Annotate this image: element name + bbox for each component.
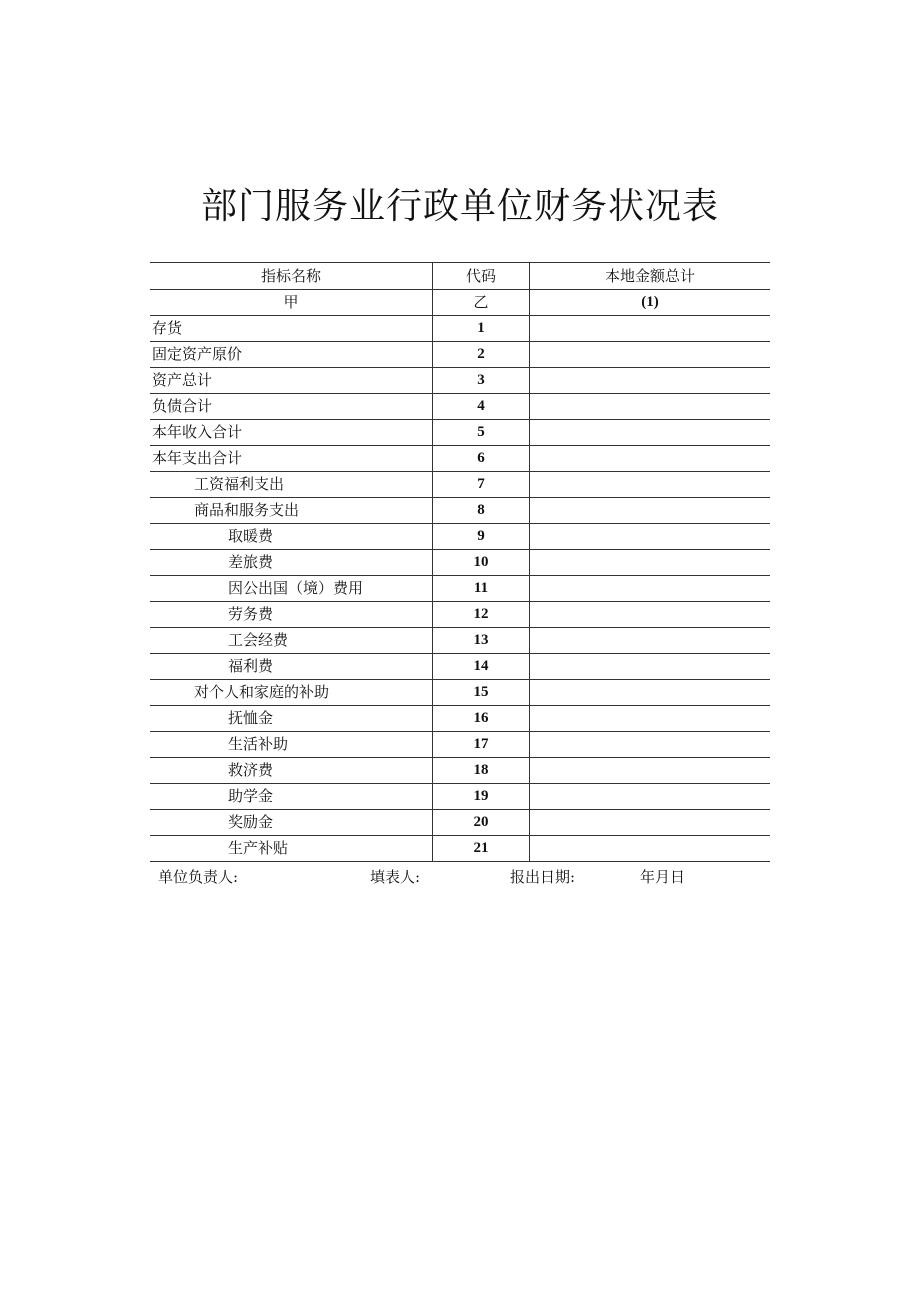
date-suffix: 年月日 [640,868,686,886]
indicator-code: 12 [433,602,530,628]
table-header-row [150,263,770,290]
indicator-code: 5 [433,420,530,446]
amount-cell[interactable] [530,472,771,498]
indicator-code: 6 [433,446,530,472]
table-row [150,576,770,602]
indicator-name: 助学金 [150,784,433,810]
indicator-name: 对个人和家庭的补助 [150,680,433,706]
table-row [150,368,770,394]
indicator-code: 19 [433,784,530,810]
table-row [150,316,770,342]
indicator-name: 救济费 [150,758,433,784]
table-row [150,446,770,472]
table-row [150,550,770,576]
indicator-name: 负债合计 [150,394,433,420]
table-row [150,628,770,654]
indicator-code: 2 [433,342,530,368]
indicator-name: 本年支出合计 [150,446,433,472]
amount-cell[interactable] [530,784,771,810]
subheader-col-1: (1) [530,290,771,316]
amount-cell[interactable] [530,316,771,342]
indicator-code: 13 [433,628,530,654]
indicator-name: 工资福利支出 [150,472,433,498]
indicator-name: 商品和服务支出 [150,498,433,524]
indicator-code: 14 [433,654,530,680]
header-amount-total: 本地金额总计 [530,263,771,290]
indicator-code: 18 [433,758,530,784]
subheader-yi: 乙 [433,290,530,316]
unit-head-label: 单位负责人: [158,868,239,886]
indicator-code: 9 [433,524,530,550]
preparer-label: 填表人: [370,868,421,886]
table-row [150,758,770,784]
table-row [150,524,770,550]
table-row [150,498,770,524]
indicator-name: 福利费 [150,654,433,680]
amount-cell[interactable] [530,498,771,524]
table-row [150,836,770,862]
table-row [150,810,770,836]
table-row [150,420,770,446]
amount-cell[interactable] [530,680,771,706]
subheader-jia: 甲 [150,290,433,316]
amount-cell[interactable] [530,576,771,602]
indicator-code: 4 [433,394,530,420]
signature-footer [158,866,778,886]
indicator-name: 固定资产原价 [150,342,433,368]
header-indicator-name: 指标名称 [150,263,433,290]
page-title: 部门服务业行政单位财务状况表 [200,186,719,227]
indicator-code: 1 [433,316,530,342]
indicator-code: 21 [433,836,530,862]
indicator-code: 11 [433,576,530,602]
table-row [150,394,770,420]
indicator-code: 7 [433,472,530,498]
header-code: 代码 [433,263,530,290]
amount-cell[interactable] [530,810,771,836]
indicator-name: 生产补贴 [150,836,433,862]
indicator-name: 本年收入合计 [150,420,433,446]
indicator-name: 劳务费 [150,602,433,628]
amount-cell[interactable] [530,836,771,862]
amount-cell[interactable] [530,758,771,784]
indicator-name: 奖励金 [150,810,433,836]
indicator-name: 差旅费 [150,550,433,576]
indicator-code: 3 [433,368,530,394]
table-row [150,342,770,368]
amount-cell[interactable] [530,446,771,472]
indicator-name: 存货 [150,316,433,342]
table-row [150,706,770,732]
indicator-code: 10 [433,550,530,576]
indicator-code: 17 [433,732,530,758]
indicator-name: 因公出国（境）费用 [150,576,433,602]
amount-cell[interactable] [530,706,771,732]
amount-cell[interactable] [530,654,771,680]
table-row [150,784,770,810]
indicator-name: 取暖费 [150,524,433,550]
amount-cell[interactable] [530,394,771,420]
table-subheader-row [150,290,770,316]
indicator-name: 生活补助 [150,732,433,758]
indicator-name: 资产总计 [150,368,433,394]
indicator-code: 15 [433,680,530,706]
table-row [150,602,770,628]
table-row [150,680,770,706]
financial-status-table [150,262,770,862]
table-row [150,654,770,680]
amount-cell[interactable] [530,628,771,654]
amount-cell[interactable] [530,524,771,550]
amount-cell[interactable] [530,732,771,758]
amount-cell[interactable] [530,368,771,394]
indicator-name: 抚恤金 [150,706,433,732]
indicator-code: 8 [433,498,530,524]
table-row [150,472,770,498]
amount-cell[interactable] [530,342,771,368]
indicator-code: 16 [433,706,530,732]
indicator-code: 20 [433,810,530,836]
indicator-name: 工会经费 [150,628,433,654]
amount-cell[interactable] [530,550,771,576]
amount-cell[interactable] [530,602,771,628]
amount-cell[interactable] [530,420,771,446]
report-date-label: 报出日期: [510,868,576,886]
table-row [150,732,770,758]
